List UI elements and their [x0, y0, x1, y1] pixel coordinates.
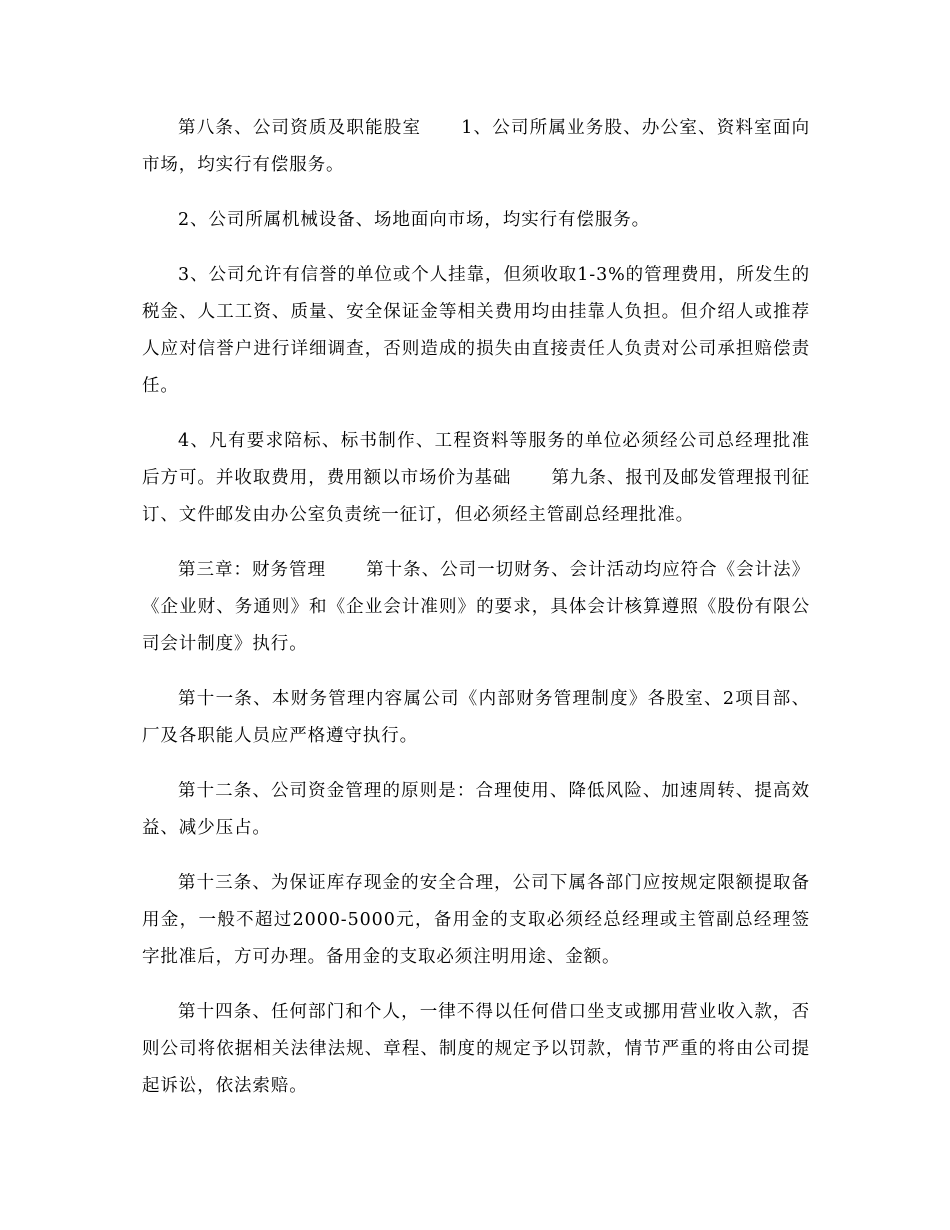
paragraph-continuation: 第九条、报刊及邮发管理报刊征订、文件邮发由办公室负责统一征订，但必须经主管副总经理批准。 — [142, 468, 810, 525]
article-8-item-3 — [142, 257, 810, 405]
article-14-paragraph — [142, 994, 810, 1105]
paragraph-continuation: 第十条、公司一切财务、会计活动均应符合《会计法》《企业财、务通则》和《企业会计准则》的要求，具体会计核算遵照《股份有限公司会计制度》执行。 — [142, 560, 810, 654]
article-12-paragraph — [142, 773, 810, 847]
article-8-item-2 — [142, 202, 810, 239]
chapter-3-article-10 — [142, 552, 810, 663]
article-8-paragraph — [142, 110, 810, 184]
paragraph-continuation: 1、公司所属业务股、办公室、资料室面向市场，均实行有偿服务。 — [142, 118, 811, 175]
paragraph-lead: 4、凡有要求陪标、标书制作、工程资料等服务的单位必须经公司总经理批准后方可。并收取费用，费用额以市场价为基础 — [142, 431, 810, 488]
paragraph-lead: 2、公司所属机械设备、场地面向市场，均实行有偿服务。 — [178, 210, 651, 230]
paragraph-lead: 3、公司允许有信誉的单位或个人挂靠，但须收取1-3%的管理费用，所发生的税金、人工工资、质量、安全保证金等相关费用均由挂靠人负担。但介绍人或推荐人应对信誉户进行详细调查，否则造成的损失由直接责任人负责对公司承担赔偿责任。 — [142, 265, 810, 396]
chapter-heading: 第三章：财务管理 — [178, 560, 326, 580]
paragraph-lead: 第十三条、为保证库存现金的安全合理，公司下属各部门应按规定限额提取备用金，一般不超过2000-5000元，备用金的支取必须经总经理或主管副总经理签字批准后，方可办理。备用金的支取必须注明用途、金额。 — [142, 873, 810, 967]
article-11-paragraph — [142, 681, 810, 755]
document-page — [142, 110, 810, 1123]
paragraph-lead: 第十二条、公司资金管理的原则是：合理使用、降低风险、加速周转、提高效益、减少压占。 — [142, 781, 810, 838]
paragraph-lead: 第八条、公司资质及职能股室 — [178, 118, 422, 138]
article-13-paragraph — [142, 865, 810, 976]
article-8-item-4-and-article-9 — [142, 423, 810, 534]
paragraph-lead: 第十一条、本财务管理内容属公司《内部财务管理制度》各股室、2项目部、厂及各职能人员应严格遵守执行。 — [142, 689, 810, 746]
paragraph-lead: 第十四条、任何部门和个人，一律不得以任何借口坐支或挪用营业收入款，否则公司将依据相关法律法规、章程、制度的规定予以罚款，情节严重的将由公司提起诉讼，依法索赔。 — [142, 1002, 810, 1096]
